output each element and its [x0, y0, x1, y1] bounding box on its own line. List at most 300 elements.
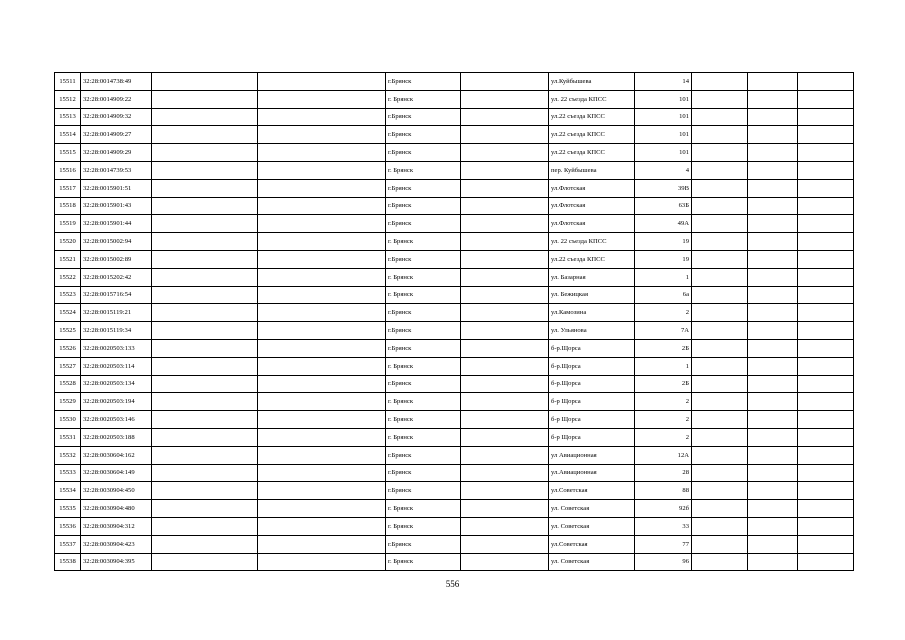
house-number-cell: 1	[635, 268, 692, 286]
empty-cell	[692, 446, 748, 464]
empty-cell	[461, 215, 549, 233]
empty-cell	[692, 553, 748, 571]
house-number-cell: 39В	[635, 179, 692, 197]
street-cell: б-р Щорса	[549, 428, 635, 446]
empty-cell	[798, 517, 854, 535]
house-number-cell: 2	[635, 411, 692, 429]
empty-cell	[152, 233, 258, 251]
record-number-cell: 15538	[55, 553, 81, 571]
empty-cell	[692, 482, 748, 500]
street-cell: ул.Советская	[549, 535, 635, 553]
empty-cell	[461, 322, 549, 340]
empty-cell	[798, 411, 854, 429]
empty-cell	[152, 428, 258, 446]
empty-cell	[258, 553, 386, 571]
house-number-cell: 101	[635, 90, 692, 108]
table-row	[55, 411, 854, 429]
cadastral-number-cell: 32:28:0030904:480	[81, 500, 152, 518]
city-cell: г. Брянск	[386, 411, 461, 429]
city-cell: г. Брянск	[386, 517, 461, 535]
table-row	[55, 339, 854, 357]
table-row	[55, 428, 854, 446]
street-cell: ул. 22 съезда КПСС	[549, 233, 635, 251]
empty-cell	[798, 500, 854, 518]
street-cell: ул. Советская	[549, 500, 635, 518]
empty-cell	[152, 215, 258, 233]
house-number-cell: 4	[635, 161, 692, 179]
record-number-cell: 15526	[55, 339, 81, 357]
city-cell: г. Брянск	[386, 428, 461, 446]
city-cell: г.Брянск	[386, 144, 461, 162]
empty-cell	[461, 144, 549, 162]
empty-cell	[798, 268, 854, 286]
city-cell: г. Брянск	[386, 553, 461, 571]
empty-cell	[692, 375, 748, 393]
street-cell: ул.Авиационная	[549, 464, 635, 482]
record-number-cell: 15512	[55, 90, 81, 108]
empty-cell	[798, 482, 854, 500]
empty-cell	[152, 90, 258, 108]
cadastral-number-cell: 32:28:0014909:32	[81, 108, 152, 126]
empty-cell	[152, 535, 258, 553]
cadastral-number-cell: 32:28:0020503:133	[81, 339, 152, 357]
empty-cell	[692, 268, 748, 286]
empty-cell	[461, 73, 549, 91]
street-cell: б-р.Щорса	[549, 375, 635, 393]
empty-cell	[692, 517, 748, 535]
empty-cell	[798, 108, 854, 126]
empty-cell	[152, 500, 258, 518]
empty-cell	[798, 535, 854, 553]
empty-cell	[461, 553, 549, 571]
table-row	[55, 322, 854, 340]
empty-cell	[692, 73, 748, 91]
house-number-cell: 101	[635, 108, 692, 126]
empty-cell	[461, 126, 549, 144]
empty-cell	[692, 339, 748, 357]
empty-cell	[692, 126, 748, 144]
street-cell: ул.Флотская	[549, 179, 635, 197]
city-cell: г.Брянск	[386, 375, 461, 393]
table-row	[55, 197, 854, 215]
empty-cell	[258, 73, 386, 91]
empty-cell	[461, 375, 549, 393]
empty-cell	[748, 233, 798, 251]
house-number-cell: 2Б	[635, 375, 692, 393]
empty-cell	[461, 482, 549, 500]
empty-cell	[258, 215, 386, 233]
empty-cell	[748, 215, 798, 233]
empty-cell	[798, 446, 854, 464]
empty-cell	[748, 411, 798, 429]
empty-cell	[258, 90, 386, 108]
empty-cell	[258, 286, 386, 304]
street-cell: б-р Щорса	[549, 411, 635, 429]
empty-cell	[152, 268, 258, 286]
empty-cell	[798, 375, 854, 393]
empty-cell	[748, 73, 798, 91]
record-number-cell: 15537	[55, 535, 81, 553]
table-row	[55, 250, 854, 268]
city-cell: г.Брянск	[386, 535, 461, 553]
empty-cell	[748, 375, 798, 393]
table-row	[55, 268, 854, 286]
empty-cell	[748, 90, 798, 108]
empty-cell	[798, 90, 854, 108]
empty-cell	[152, 393, 258, 411]
empty-cell	[461, 108, 549, 126]
empty-cell	[461, 411, 549, 429]
empty-cell	[748, 268, 798, 286]
registry-table	[54, 72, 854, 571]
cadastral-number-cell: 32:28:0014909:29	[81, 144, 152, 162]
empty-cell	[748, 357, 798, 375]
record-number-cell: 15533	[55, 464, 81, 482]
empty-cell	[692, 144, 748, 162]
street-cell: б-р.Щорса	[549, 339, 635, 357]
city-cell: г.Брянск	[386, 197, 461, 215]
empty-cell	[258, 411, 386, 429]
table-row	[55, 161, 854, 179]
cadastral-number-cell: 32:28:0015002:94	[81, 233, 152, 251]
city-cell: г. Брянск	[386, 393, 461, 411]
empty-cell	[152, 161, 258, 179]
empty-cell	[152, 108, 258, 126]
record-number-cell: 15527	[55, 357, 81, 375]
empty-cell	[461, 517, 549, 535]
house-number-cell: 92б	[635, 500, 692, 518]
city-cell: г. Брянск	[386, 90, 461, 108]
empty-cell	[461, 250, 549, 268]
empty-cell	[748, 339, 798, 357]
empty-cell	[798, 144, 854, 162]
empty-cell	[748, 517, 798, 535]
house-number-cell: 1	[635, 357, 692, 375]
empty-cell	[798, 553, 854, 571]
city-cell: г.Брянск	[386, 126, 461, 144]
empty-cell	[152, 339, 258, 357]
cadastral-number-cell: 32:28:0020503:188	[81, 428, 152, 446]
registry-table-body	[55, 73, 854, 571]
house-number-cell: 19	[635, 233, 692, 251]
empty-cell	[748, 197, 798, 215]
empty-cell	[152, 322, 258, 340]
empty-cell	[258, 517, 386, 535]
city-cell: г. Брянск	[386, 286, 461, 304]
empty-cell	[258, 233, 386, 251]
record-number-cell: 15521	[55, 250, 81, 268]
empty-cell	[748, 322, 798, 340]
cadastral-number-cell: 32:28:0015716:54	[81, 286, 152, 304]
empty-cell	[798, 304, 854, 322]
empty-cell	[258, 144, 386, 162]
page-number: 556	[445, 579, 460, 589]
empty-cell	[748, 393, 798, 411]
empty-cell	[692, 411, 748, 429]
empty-cell	[692, 161, 748, 179]
empty-cell	[692, 464, 748, 482]
house-number-cell: 2Б	[635, 339, 692, 357]
house-number-cell: 28	[635, 464, 692, 482]
record-number-cell: 15534	[55, 482, 81, 500]
cadastral-number-cell: 32:28:0020503:194	[81, 393, 152, 411]
empty-cell	[258, 339, 386, 357]
cadastral-number-cell: 32:28:0015901:51	[81, 179, 152, 197]
cadastral-number-cell: 32:28:0015901:44	[81, 215, 152, 233]
table-row	[55, 286, 854, 304]
empty-cell	[798, 322, 854, 340]
empty-cell	[748, 126, 798, 144]
empty-cell	[152, 357, 258, 375]
cadastral-number-cell: 32:28:0020503:134	[81, 375, 152, 393]
empty-cell	[152, 179, 258, 197]
record-number-cell: 15532	[55, 446, 81, 464]
city-cell: г.Брянск	[386, 250, 461, 268]
house-number-cell: 88	[635, 482, 692, 500]
record-number-cell: 15531	[55, 428, 81, 446]
cadastral-number-cell: 32:28:0015119:21	[81, 304, 152, 322]
house-number-cell: 63Б	[635, 197, 692, 215]
empty-cell	[692, 428, 748, 446]
empty-cell	[258, 357, 386, 375]
empty-cell	[798, 233, 854, 251]
empty-cell	[748, 464, 798, 482]
street-cell: ул. Советская	[549, 553, 635, 571]
record-number-cell: 15517	[55, 179, 81, 197]
street-cell: ул.Куйбышева	[549, 73, 635, 91]
empty-cell	[258, 197, 386, 215]
empty-cell	[748, 535, 798, 553]
table-row	[55, 215, 854, 233]
house-number-cell: 6а	[635, 286, 692, 304]
table-row	[55, 500, 854, 518]
empty-cell	[692, 179, 748, 197]
empty-cell	[692, 322, 748, 340]
empty-cell	[798, 339, 854, 357]
empty-cell	[461, 535, 549, 553]
house-number-cell: 2	[635, 304, 692, 322]
house-number-cell: 2	[635, 393, 692, 411]
empty-cell	[461, 90, 549, 108]
cadastral-number-cell: 32:28:0030904:395	[81, 553, 152, 571]
house-number-cell: 77	[635, 535, 692, 553]
record-number-cell: 15530	[55, 411, 81, 429]
record-number-cell: 15513	[55, 108, 81, 126]
empty-cell	[798, 428, 854, 446]
cadastral-number-cell: 32:28:0015901:43	[81, 197, 152, 215]
empty-cell	[798, 393, 854, 411]
record-number-cell: 15522	[55, 268, 81, 286]
record-number-cell: 15511	[55, 73, 81, 91]
street-cell: ул Авиационная	[549, 446, 635, 464]
empty-cell	[258, 161, 386, 179]
empty-cell	[152, 197, 258, 215]
city-cell: г.Брянск	[386, 304, 461, 322]
city-cell: г.Брянск	[386, 73, 461, 91]
record-number-cell: 15515	[55, 144, 81, 162]
empty-cell	[258, 126, 386, 144]
table-row	[55, 393, 854, 411]
street-cell: ул.22 съезда КПСС	[549, 250, 635, 268]
cadastral-number-cell: 32:28:0030904:450	[81, 482, 152, 500]
empty-cell	[461, 179, 549, 197]
empty-cell	[748, 161, 798, 179]
cadastral-number-cell: 32:28:0015202:42	[81, 268, 152, 286]
house-number-cell: 7А	[635, 322, 692, 340]
cadastral-number-cell: 32:28:0030904:423	[81, 535, 152, 553]
empty-cell	[461, 268, 549, 286]
record-number-cell: 15520	[55, 233, 81, 251]
empty-cell	[798, 464, 854, 482]
cadastral-number-cell: 32:28:0030604:149	[81, 464, 152, 482]
table-row	[55, 357, 854, 375]
table-row	[55, 535, 854, 553]
cadastral-number-cell: 32:28:0020503:114	[81, 357, 152, 375]
empty-cell	[748, 553, 798, 571]
street-cell: пер. Куйбышева	[549, 161, 635, 179]
empty-cell	[748, 286, 798, 304]
city-cell: г.Брянск	[386, 215, 461, 233]
empty-cell	[692, 233, 748, 251]
empty-cell	[748, 446, 798, 464]
empty-cell	[461, 393, 549, 411]
empty-cell	[798, 357, 854, 375]
city-cell: г. Брянск	[386, 500, 461, 518]
table-row	[55, 553, 854, 571]
table-row	[55, 90, 854, 108]
street-cell: ул.22 съезда КПСС	[549, 108, 635, 126]
empty-cell	[461, 197, 549, 215]
empty-cell	[798, 286, 854, 304]
table-row	[55, 179, 854, 197]
house-number-cell: 49А	[635, 215, 692, 233]
table-row	[55, 375, 854, 393]
table-row	[55, 464, 854, 482]
empty-cell	[258, 482, 386, 500]
house-number-cell: 101	[635, 144, 692, 162]
empty-cell	[258, 446, 386, 464]
empty-cell	[461, 446, 549, 464]
city-cell: г. Брянск	[386, 357, 461, 375]
empty-cell	[152, 304, 258, 322]
table-row	[55, 482, 854, 500]
cadastral-number-cell: 32:28:0030904:312	[81, 517, 152, 535]
record-number-cell: 15535	[55, 500, 81, 518]
record-number-cell: 15528	[55, 375, 81, 393]
empty-cell	[152, 126, 258, 144]
record-number-cell: 15519	[55, 215, 81, 233]
empty-cell	[692, 90, 748, 108]
cadastral-number-cell: 32:28:0014909:22	[81, 90, 152, 108]
empty-cell	[152, 73, 258, 91]
cadastral-number-cell: 32:28:0015119:34	[81, 322, 152, 340]
empty-cell	[461, 500, 549, 518]
table-row	[55, 517, 854, 535]
empty-cell	[748, 304, 798, 322]
city-cell: г.Брянск	[386, 446, 461, 464]
street-cell: ул.Советская	[549, 482, 635, 500]
empty-cell	[258, 464, 386, 482]
empty-cell	[258, 322, 386, 340]
cadastral-number-cell: 32:28:0015002:89	[81, 250, 152, 268]
empty-cell	[692, 500, 748, 518]
table-row	[55, 108, 854, 126]
empty-cell	[798, 197, 854, 215]
table-row	[55, 144, 854, 162]
empty-cell	[798, 250, 854, 268]
empty-cell	[748, 250, 798, 268]
empty-cell	[748, 179, 798, 197]
empty-cell	[748, 500, 798, 518]
record-number-cell: 15523	[55, 286, 81, 304]
empty-cell	[461, 286, 549, 304]
empty-cell	[461, 464, 549, 482]
city-cell: г. Брянск	[386, 233, 461, 251]
city-cell: г. Брянск	[386, 268, 461, 286]
empty-cell	[152, 553, 258, 571]
empty-cell	[258, 375, 386, 393]
empty-cell	[258, 108, 386, 126]
street-cell: ул.Камозина	[549, 304, 635, 322]
empty-cell	[258, 268, 386, 286]
record-number-cell: 15514	[55, 126, 81, 144]
street-cell: ул. Советская	[549, 517, 635, 535]
city-cell: г.Брянск	[386, 482, 461, 500]
table-row	[55, 304, 854, 322]
empty-cell	[692, 304, 748, 322]
empty-cell	[692, 215, 748, 233]
empty-cell	[692, 250, 748, 268]
empty-cell	[258, 500, 386, 518]
empty-cell	[152, 144, 258, 162]
cadastral-number-cell: 32:28:0014738:49	[81, 73, 152, 91]
house-number-cell: 2	[635, 428, 692, 446]
table-row	[55, 233, 854, 251]
record-number-cell: 15524	[55, 304, 81, 322]
empty-cell	[692, 535, 748, 553]
cadastral-number-cell: 32:28:0014909:27	[81, 126, 152, 144]
empty-cell	[461, 357, 549, 375]
street-cell: б-р Щорса	[549, 393, 635, 411]
street-cell: ул.22 съезда КПСС	[549, 126, 635, 144]
street-cell: ул. Ульянова	[549, 322, 635, 340]
empty-cell	[258, 250, 386, 268]
empty-cell	[152, 286, 258, 304]
street-cell: ул. Бежицкая	[549, 286, 635, 304]
table-row	[55, 126, 854, 144]
empty-cell	[692, 357, 748, 375]
table-row	[55, 73, 854, 91]
record-number-cell: 15529	[55, 393, 81, 411]
empty-cell	[798, 126, 854, 144]
record-number-cell: 15518	[55, 197, 81, 215]
empty-cell	[258, 535, 386, 553]
empty-cell	[461, 233, 549, 251]
empty-cell	[152, 517, 258, 535]
empty-cell	[152, 375, 258, 393]
empty-cell	[798, 161, 854, 179]
empty-cell	[692, 393, 748, 411]
empty-cell	[692, 286, 748, 304]
empty-cell	[258, 304, 386, 322]
street-cell: ул.22 съезда КПСС	[549, 144, 635, 162]
record-number-cell: 15525	[55, 322, 81, 340]
cadastral-number-cell: 32:28:0014739:53	[81, 161, 152, 179]
empty-cell	[152, 446, 258, 464]
street-cell: б-р.Щорса	[549, 357, 635, 375]
empty-cell	[152, 464, 258, 482]
house-number-cell: 96	[635, 553, 692, 571]
